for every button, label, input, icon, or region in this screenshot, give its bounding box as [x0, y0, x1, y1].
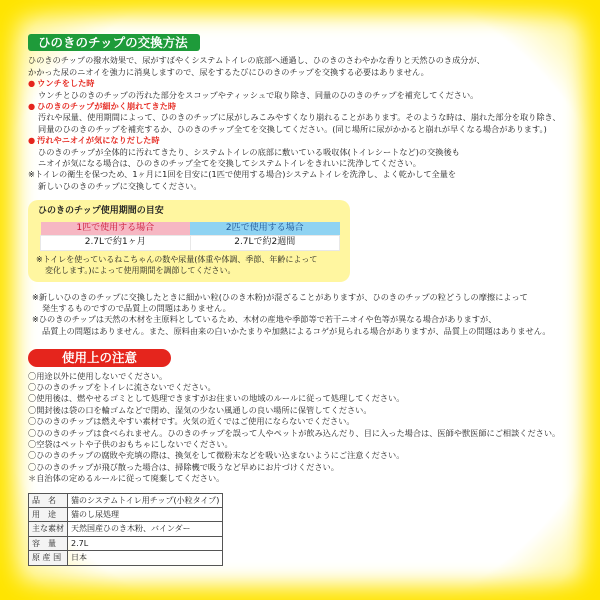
spec-row: 原 産 国 日本	[29, 551, 223, 565]
header-two-cats: 2匹で使用する場合	[190, 222, 340, 236]
spec-row: 容 量 2.7L	[29, 536, 223, 550]
usage-period-title: ひのきのチップ使用期間の目安	[38, 206, 164, 217]
section-title-caution: 使用上の注意	[28, 349, 171, 366]
item-heading-3: ● 汚れやニオイが気になりだした時	[28, 135, 160, 146]
quality-note-3: ※ひのきのチップは天然の木材を主原料としているため、木材の産地や季節等で若干ニオイや色等が異なる場合がありますが、	[32, 314, 497, 325]
caution-item: 〇使用後は、燃やせるゴミとして処理できますがお住まいの地域のルールに従って処理してください。	[28, 393, 405, 404]
quality-note-4: 品質上の問題はありません。また、原料由来の白いかたまりや加熱によるコゲが見られる場合がありますが、品質上の問題はありません。	[42, 325, 551, 336]
red-bullet-icon: ●	[28, 135, 36, 146]
red-bullet-icon: ●	[28, 101, 36, 112]
hygiene-line-2: 新しいひのきのチップに交換してください。	[38, 180, 202, 191]
usage-period-table	[40, 222, 340, 251]
period-note-2: 変化します。)によって使用期間を調節してください。	[45, 265, 236, 275]
intro-line-2: かかった尿のニオイを強力に消臭しますので、尿をするたびにひのきのチップを交換する必要はありません。	[28, 66, 429, 77]
item-3-line-1: ひのきのチップが全体的に汚れてきたり、システムトイレの底部に敷いている吸収体(トイレシートなど)の交換後も	[38, 146, 460, 157]
item-1-line-1: ウンチとひのきのチップの汚れた部分をスコップやティッシュで取り除き、同量のひのきのチップを補充してください。	[38, 89, 479, 100]
red-bullet-icon: ●	[28, 78, 36, 89]
item-2-line-1: 汚れや尿量、使用期間によって、ひのきのチップに尿がしみこみやすくなり崩れることがあります。そのような時は、崩れた部分を取り除き、	[38, 112, 561, 123]
caution-item: ＊自治体の定めるルールに従って廃棄してください。	[28, 473, 225, 484]
intro-line-1: ひのきのチップの撥水効果で、尿がすばやくシステムトイレの底部へ通過し、ひのきのさわやかな香りと天然ひのき成分が、	[28, 55, 485, 66]
caution-item: 〇ひのきのチップが飛び散った場合は、掃除機で吸うなど早めにお片づけください。	[28, 461, 339, 472]
caution-item: 〇ひのきのチップをトイレに流さないでください。	[28, 381, 216, 392]
quality-note-2: 発生するものですので品質上の問題はありません。	[42, 302, 231, 313]
period-note-1: ※トイレを使っているねこちゃんの数や尿量(体重や体調、季節、年齢によって	[36, 254, 318, 264]
item-heading-2: ● ひのきのチップが細かく崩れてきた時	[28, 101, 177, 112]
spec-row: 用 途 猫のし尿処理	[29, 508, 223, 522]
item-2-line-2: 同量のひのきのチップを補充するか、ひのきのチップ全てを交換してください。(同じ場所に尿がかかると崩れが早くなる場合があります。)	[38, 123, 547, 134]
header-one-cat: 1匹で使用する場合	[41, 222, 191, 236]
content	[28, 34, 576, 566]
usage-period-box	[28, 200, 350, 281]
hygiene-line-1: ※トイレの衛生を保つため、1ヶ月に1回を目安に(1匹で使用する場合)システムトイレを洗浄し、よく乾かして全量を	[28, 169, 457, 180]
caution-item: 〇ひのきのチップは燃えやすい素材です。火気の近くではご使用にならないでください。	[28, 416, 355, 427]
value-one-cat: 2.7Lで約1ヶ月	[41, 236, 191, 250]
spec-row: 主な素材 天然国産ひのき木粉、バインダー	[29, 522, 223, 536]
quality-notes	[28, 292, 576, 338]
caution-section	[28, 349, 576, 484]
caution-item: 〇ひのきのチップの腐敗や充填の際は、換気をして微粉末などを吸い込まないようにご注意ください。	[28, 450, 405, 461]
spec-table	[28, 493, 223, 566]
caution-item: 〇開封後は袋の口を輪ゴムなどで閉め、湿気の少ない風通しの良い場所に保管してください。	[28, 404, 372, 415]
quality-note-1: ※新しいひのきのチップに交換したときに細かい粒(ひのき木粉)が混ざることがありますが、ひのきのチップの粒どうしの摩擦によって	[32, 291, 528, 302]
caution-item: 〇空袋はペットや子供のおもちゃにしないでください。	[28, 438, 233, 449]
item-heading-1: ● ウンチをした時	[28, 78, 95, 89]
caution-item: 〇ひのきのチップは食べられません。ひのきのチップを誤って人やペットが飲み込んだり、目に入った場合は、医師や獣医師にご相談ください。	[28, 427, 561, 438]
value-two-cats: 2.7Lで約2週間	[190, 236, 340, 250]
spec-row: 品 名 猫のシステムトイレ用チップ(小粒タイプ)	[29, 493, 223, 507]
caution-item: 〇用途以外に使用しないでください。	[28, 370, 168, 381]
section-title-exchange: ひのきのチップの交換方法	[28, 34, 200, 51]
item-3-line-2: ニオイが気になる場合は、ひのきのチップ全てを交換してシステムトイレをきれいに洗浄してください。	[38, 158, 421, 169]
